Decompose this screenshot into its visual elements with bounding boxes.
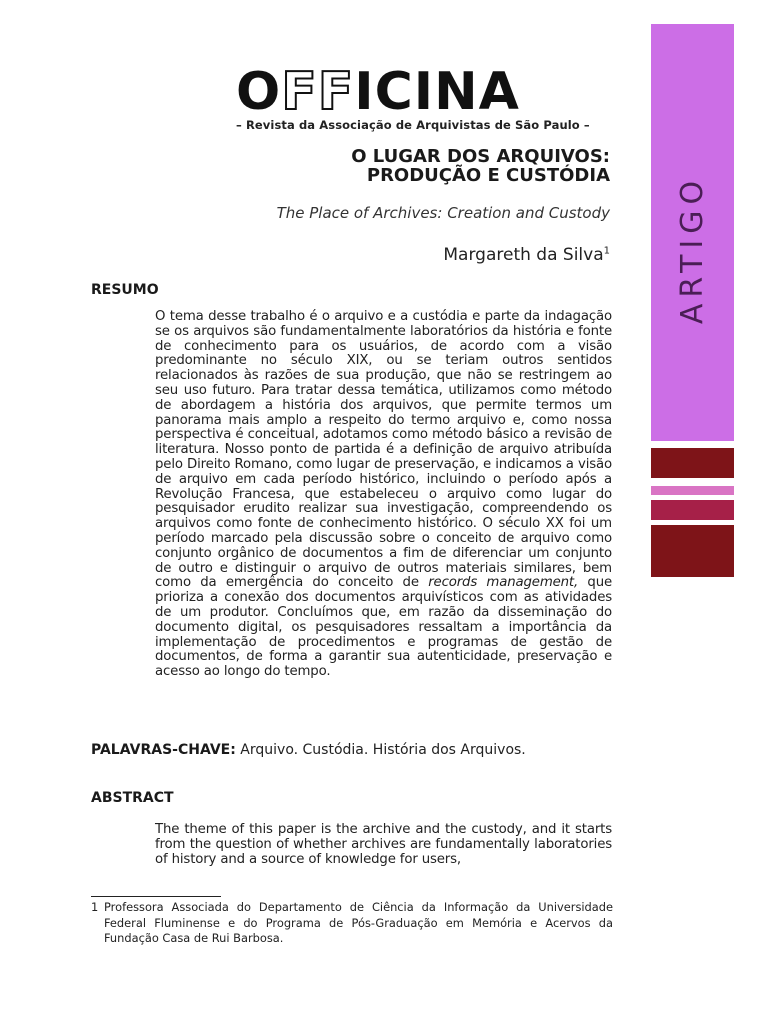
keywords-line bbox=[91, 742, 526, 758]
resumo-text-part1: O tema desse trabalho é o arquivo e a custódia e parte da indagação se os arquivos são fundamentalmente laboratórios da história e fonte de conhecimento para os usuários, de acordo com a visão predominante no século XIX, ou se teriam outros sentidos relacionados às razões de sua produção, que não se restringem ao seu uso futuro. Para tratar dessa temática, utilizamos como método de abordagem a história dos arquivos, que permite termos um panorama mais amplo a respeito do termo arquivo e, como nossa perspectiva é conceitual, adotamos como método básico a revisão de literatura. Nosso ponto de partida é a definição de arquivo atribuída pelo Direito Romano, como lugar de preservação, e indicamos a visão de arquivo em cada período histórico, incluindo o período após a Revolução Francesa, que estabeleceu o arquivo como lugar do pesquisador erudito realizar sua investigação, compreendendo os arquivos como fonte de conhecimento histórico. O século XX foi um período marcado pela discussão sobre o conceito de arquivo como conjunto orgânico de documentos a fim de diferenciar um conjunto de outro e distinguir o arquivo de outros materiais similares, bem como da emergência do conceito de bbox=[155, 309, 612, 591]
author-footnote-mark: 1 bbox=[603, 245, 610, 257]
keywords-label: PALAVRAS-CHAVE: bbox=[91, 742, 236, 758]
resumo-text-part2: que prioriza a conexão dos documentos arquivísticos com as atividades de um produtor. Concluímos que, em razão da disseminação do documento digital, os pesquisadores ressaltam a importância da implementação de procedimentos e programas de gestão de documentos, de forma a garantir sua autenticidade, preservação e acesso ao longo do tempo. bbox=[155, 575, 612, 680]
resumo-heading: RESUMO bbox=[91, 282, 159, 298]
article-subtitle: The Place of Archives: Creation and Custody bbox=[276, 204, 610, 222]
article-title-line1: O LUGAR DOS ARQUIVOS: bbox=[351, 146, 610, 167]
footnote-rule bbox=[91, 896, 221, 897]
author-name: Margareth da Silva bbox=[443, 245, 604, 265]
abstract-heading: ABSTRACT bbox=[91, 790, 174, 806]
resumo-text-italic: records management, bbox=[428, 575, 579, 591]
footnote bbox=[91, 900, 613, 947]
journal-tagline: – Revista da Associação de Arquivistas de São Paulo – bbox=[236, 118, 590, 132]
decor-block-maroon-top bbox=[651, 448, 734, 478]
article-title-line2: PRODUÇÃO E CUSTÓDIA bbox=[366, 165, 610, 186]
section-label-container bbox=[651, 24, 734, 444]
logo-letter-o: O bbox=[236, 62, 282, 122]
resumo-body bbox=[155, 310, 612, 680]
logo-outline-letters: FF bbox=[281, 62, 355, 122]
decor-block-maroon-bottom bbox=[651, 525, 734, 577]
journal-logo bbox=[236, 64, 520, 120]
decor-block-crimson bbox=[651, 500, 734, 520]
footnote-number: 1 bbox=[91, 900, 99, 914]
decor-block-pink bbox=[651, 486, 734, 495]
keywords-value: Arquivo. Custódia. História dos Arquivos. bbox=[235, 742, 526, 758]
abstract-body: The theme of this paper is the archive and the custody, and it starts from the question of whether archives are fundamentally laboratories of history and a source of knowledge for users, bbox=[155, 822, 612, 867]
article-author bbox=[443, 245, 610, 265]
article-title bbox=[351, 147, 610, 185]
logo-letters-rest: ICINA bbox=[354, 62, 520, 122]
footnote-text: Professora Associada do Departamento de Ciência da Informação da Universidade Federal Fluminense e do Programa de Pós-Graduação em Memória e Acervos da Fundação Casa de Rui Barbosa. bbox=[104, 900, 613, 945]
section-label: ARTIGO bbox=[675, 174, 710, 324]
